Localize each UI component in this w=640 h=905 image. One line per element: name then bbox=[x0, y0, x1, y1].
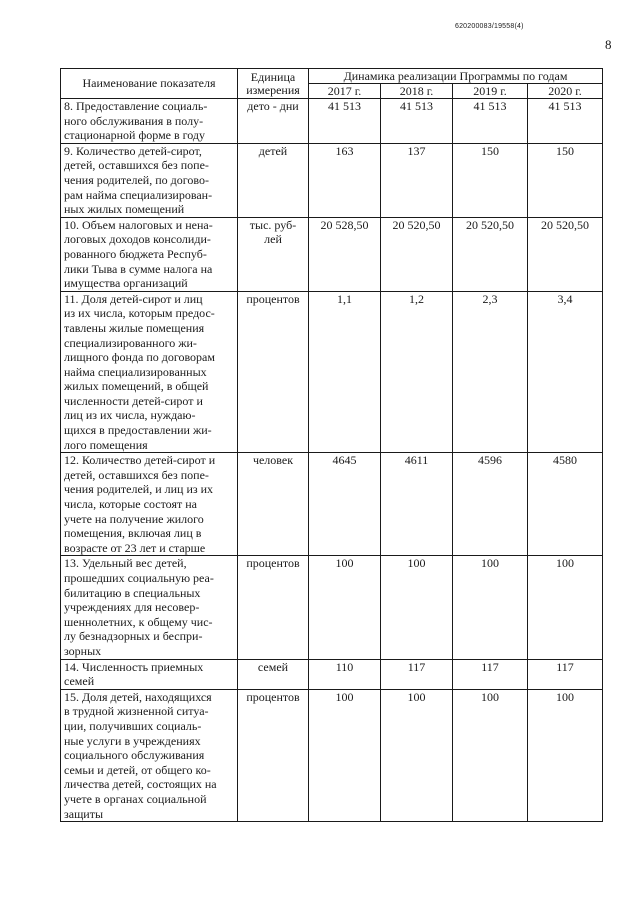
cell-text-line: учете на получение жилого bbox=[64, 511, 204, 526]
table-body bbox=[61, 99, 603, 822]
year-value-cell: 100 bbox=[381, 556, 453, 659]
cell-text-line: ции, получивших социаль- bbox=[64, 718, 202, 733]
cell-text-line: лого помещения bbox=[64, 437, 148, 452]
cell-text-line: рованного бюджета Респуб- bbox=[64, 246, 207, 261]
header-indicator-name: Наименование показателя bbox=[61, 69, 238, 99]
table-row bbox=[61, 99, 603, 144]
header-dynamics: Динамика реализации Программы по годам bbox=[309, 69, 603, 84]
year-value-cell: 1,1 bbox=[309, 291, 381, 453]
indicator-name-cell bbox=[61, 291, 238, 453]
cell-text-line: процентов bbox=[246, 689, 300, 704]
year-value-cell: 20 528,50 bbox=[309, 217, 381, 291]
cell-text-line: семей bbox=[64, 674, 95, 689]
cell-text-line: тавлены жилые помещения bbox=[64, 320, 205, 335]
page-number: 8 bbox=[605, 37, 612, 52]
year-value-cell: 100 bbox=[528, 556, 603, 659]
indicator-name-cell bbox=[61, 453, 238, 556]
cell-text-line: детей bbox=[258, 143, 288, 158]
indicator-name-cell bbox=[61, 143, 238, 217]
year-value-cell: 4596 bbox=[453, 453, 528, 556]
cell-text-line: имущества организаций bbox=[64, 276, 188, 291]
indicator-name-cell bbox=[61, 659, 238, 689]
cell-text-line: чения родителей, и лиц из их bbox=[64, 482, 214, 497]
cell-text-line: в трудной жизненной ситуа- bbox=[64, 704, 209, 719]
indicator-name-cell bbox=[61, 217, 238, 291]
cell-text-line: специализированного жи- bbox=[64, 335, 197, 350]
unit-cell bbox=[238, 143, 309, 217]
cell-text-line: 8. Предоставление социаль- bbox=[64, 99, 208, 113]
cell-text-line: 14. Численность приемных bbox=[64, 659, 204, 674]
year-value-cell: 41 513 bbox=[381, 99, 453, 144]
year-value-cell: 163 bbox=[309, 143, 381, 217]
cell-text-line: ного обслуживания в полу- bbox=[64, 113, 204, 128]
year-value-cell: 41 513 bbox=[528, 99, 603, 144]
year-value-cell: 137 bbox=[381, 143, 453, 217]
year-value-cell: 41 513 bbox=[309, 99, 381, 144]
document-code: 620200083/19558(4) bbox=[455, 23, 524, 30]
header-year: 2019 г. bbox=[453, 84, 528, 99]
header-unit bbox=[238, 69, 309, 99]
cell-text-line: 11. Доля детей-сирот и лиц bbox=[64, 291, 203, 306]
year-value-cell: 100 bbox=[528, 689, 603, 821]
table-row bbox=[61, 143, 603, 217]
cell-text-line: 15. Доля детей, находящихся bbox=[64, 689, 212, 704]
year-value-cell: 100 bbox=[381, 689, 453, 821]
cell-text-line: возрасте от 23 лет и старше bbox=[64, 540, 206, 555]
cell-text-line: чения родителей, по догово- bbox=[64, 172, 209, 187]
year-value-cell: 117 bbox=[453, 659, 528, 689]
table-row bbox=[61, 217, 603, 291]
cell-text-line: логовых доходов консолиди- bbox=[64, 232, 211, 247]
cell-text-line: численности детей-сирот и bbox=[64, 393, 203, 408]
table-row bbox=[61, 556, 603, 659]
cell-text-line: 9. Количество детей-сирот, bbox=[64, 143, 202, 158]
cell-text-line: ные услуги в учреждениях bbox=[64, 733, 201, 748]
table-row bbox=[61, 689, 603, 821]
year-value-cell: 100 bbox=[453, 689, 528, 821]
cell-text-line: процентов bbox=[246, 556, 300, 571]
year-value-cell: 110 bbox=[309, 659, 381, 689]
header-year: 2020 г. bbox=[528, 84, 603, 99]
table-row bbox=[61, 453, 603, 556]
indicator-name-cell bbox=[61, 689, 238, 821]
cell-text-line: помещения, включая лиц в bbox=[64, 526, 202, 541]
year-value-cell: 4580 bbox=[528, 453, 603, 556]
year-value-cell: 100 bbox=[309, 689, 381, 821]
cell-text-line: человек bbox=[252, 453, 294, 468]
year-value-cell: 4611 bbox=[381, 453, 453, 556]
unit-cell bbox=[238, 689, 309, 821]
year-value-cell: 4645 bbox=[309, 453, 381, 556]
cell-text-line: семей bbox=[257, 659, 289, 674]
year-value-cell: 117 bbox=[528, 659, 603, 689]
unit-cell bbox=[238, 217, 309, 291]
cell-text-line: стационарной форме в году bbox=[64, 128, 206, 143]
cell-text-line: семьи и детей, от общего ко- bbox=[64, 762, 211, 777]
year-value-cell: 20 520,50 bbox=[453, 217, 528, 291]
cell-text-line: дето - дни bbox=[247, 99, 299, 113]
header-year: 2017 г. bbox=[309, 84, 381, 99]
cell-text-line: из их числа, которым предос- bbox=[64, 306, 215, 321]
cell-text-line: ных жилых помещений bbox=[64, 202, 185, 217]
year-value-cell: 150 bbox=[453, 143, 528, 217]
table-row bbox=[61, 659, 603, 689]
cell-text-line: лищного фонда по договорам bbox=[64, 350, 215, 365]
cell-text-line: учреждениях для несовер- bbox=[64, 600, 200, 615]
year-value-cell: 41 513 bbox=[453, 99, 528, 144]
unit-cell bbox=[238, 291, 309, 453]
cell-text-line: 10. Объем налоговых и нена- bbox=[64, 217, 213, 232]
unit-cell bbox=[238, 659, 309, 689]
year-value-cell: 100 bbox=[453, 556, 528, 659]
cell-text-line: лу безнадзорных и беспри- bbox=[64, 629, 203, 644]
cell-text-line: детей, оставшихся без попе- bbox=[64, 158, 209, 173]
cell-text-line: жилых помещений, в общей bbox=[64, 379, 209, 394]
cell-text-line: билитацию в специальных bbox=[64, 585, 201, 600]
cell-text-line: зорных bbox=[64, 643, 102, 658]
cell-text-line: прошедших социальную реа- bbox=[64, 571, 214, 585]
unit-cell bbox=[238, 453, 309, 556]
cell-text-line: найма специализированных bbox=[64, 364, 207, 379]
unit-cell bbox=[238, 99, 309, 144]
year-value-cell: 3,4 bbox=[528, 291, 603, 453]
cell-text-line: социального обслуживания bbox=[64, 748, 205, 763]
cell-text-line: учете в органах социальной bbox=[64, 791, 207, 806]
program-indicators-table bbox=[60, 68, 603, 822]
cell-text-line: лей bbox=[264, 232, 282, 247]
cell-text-line: тыс. руб- bbox=[249, 217, 297, 232]
year-value-cell: 100 bbox=[309, 556, 381, 659]
cell-text-line: рам найма специализирован- bbox=[64, 187, 213, 202]
cell-text-line: детей, оставшихся без попе- bbox=[64, 467, 209, 482]
cell-text-line: 12. Количество детей-сирот и bbox=[64, 453, 216, 468]
cell-text-line: щихся в предоставлении жи- bbox=[64, 423, 212, 438]
unit-cell bbox=[238, 556, 309, 659]
cell-text-line: процентов bbox=[246, 291, 300, 306]
header-unit-line2: измерения bbox=[246, 82, 300, 97]
cell-text-line: числа, которые состоят на bbox=[64, 497, 197, 512]
cell-text-line: лики Тыва в сумме налога на bbox=[64, 261, 213, 276]
indicator-name-cell bbox=[61, 556, 238, 659]
year-value-cell: 117 bbox=[381, 659, 453, 689]
year-value-cell: 150 bbox=[528, 143, 603, 217]
year-value-cell: 20 520,50 bbox=[528, 217, 603, 291]
year-value-cell: 20 520,50 bbox=[381, 217, 453, 291]
header-year: 2018 г. bbox=[381, 84, 453, 99]
header-unit-line1: Единица bbox=[250, 69, 296, 84]
cell-text-line: 13. Удельный вес детей, bbox=[64, 556, 187, 571]
cell-text-line: защиты bbox=[64, 806, 104, 821]
year-value-cell: 1,2 bbox=[381, 291, 453, 453]
indicator-name-cell bbox=[61, 99, 238, 144]
year-value-cell: 2,3 bbox=[453, 291, 528, 453]
cell-text-line: личества детей, состоящих на bbox=[64, 777, 217, 792]
cell-text-line: лиц из их числа, нуждаю- bbox=[64, 408, 196, 423]
table-row bbox=[61, 291, 603, 453]
cell-text-line: шеннолетних, к общему чис- bbox=[64, 614, 213, 629]
